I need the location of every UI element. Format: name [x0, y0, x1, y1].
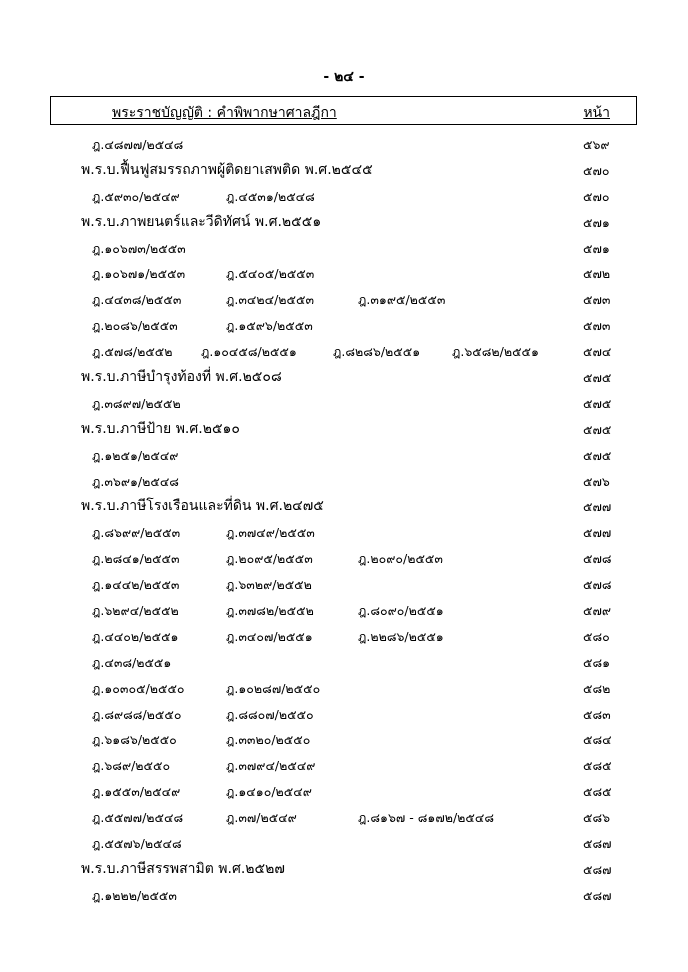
act-title: พ.ร.บ.ภาษีป้าย พ.ศ.๒๕๑๐ — [81, 420, 240, 437]
act-title: พ.ร.บ.ภาษีสรรพสามิต พ.ศ.๒๕๒๗ — [81, 860, 285, 877]
act-title: พ.ร.บ.ภาพยนตร์และวีดิทัศน์ พ.ศ.๒๕๕๑ — [81, 213, 322, 230]
case-row — [0, 546, 688, 572]
case-row — [0, 313, 688, 339]
case-reference: ฎ.๑๔๔๒/๒๕๕๓ — [92, 577, 180, 593]
case-reference: ฎ.๒๐๙๕/๒๕๕๓ — [226, 551, 313, 567]
page-reference: ๕๗๘ — [583, 551, 612, 567]
act-title: พ.ร.บ.ฟื้นฟูสมรรถภาพผู้ติดยาเสพติด พ.ศ.๒๕๔๕ — [81, 161, 373, 178]
case-reference: ฎ.๕๔๐๕/๒๕๕๓ — [226, 266, 315, 282]
header-title: พระราชบัญญัติ : คำพิพากษาศาลฎีกา — [112, 105, 337, 121]
page-reference: ๕๘๗ — [583, 887, 612, 903]
case-row — [0, 650, 688, 676]
page-reference: ๕๗๒ — [583, 266, 611, 282]
header-page-label: หน้า — [583, 105, 610, 121]
case-row — [0, 261, 688, 287]
case-reference: ฎ.๖๒๙๔/๒๕๕๒ — [92, 603, 179, 619]
page-reference: ๕๘๗ — [583, 861, 612, 877]
case-reference: ฎ.๒๐๘๖/๒๕๕๓ — [92, 318, 178, 334]
page-reference: ๕๖๙ — [583, 137, 610, 152]
page-reference: ๕๗๖ — [583, 473, 610, 489]
case-row — [0, 598, 688, 624]
act-heading-row — [0, 417, 688, 443]
case-row — [0, 624, 688, 650]
case-row — [0, 831, 688, 857]
case-reference: ฎ.๑๐๒๘๗/๒๕๕๐ — [226, 680, 321, 696]
page-reference: ๕๗๓ — [583, 318, 611, 334]
case-reference: ฎ.๑๒๒๒/๒๕๕๓ — [92, 887, 177, 903]
case-reference: ฎ.๑๐๖๗๑/๒๕๕๓ — [92, 266, 186, 282]
case-row — [0, 779, 688, 805]
case-reference: ฎ.๘๖๙๙/๒๕๕๓ — [92, 525, 181, 541]
case-reference: ฎ.๔๔๓๘/๒๕๕๓ — [92, 292, 182, 308]
case-row — [0, 883, 688, 909]
page-reference: ๕๗๐ — [583, 188, 610, 204]
case-row — [0, 236, 688, 262]
case-reference: ฎ.๕๙๓๐/๒๕๔๙ — [92, 188, 180, 204]
case-reference: ฎ.๔๔๐๒/๒๕๕๑ — [92, 628, 179, 644]
page-reference: ๕๘๕ — [583, 758, 612, 774]
case-reference: ฎ.๖๘๙/๒๕๕๐ — [92, 758, 171, 774]
case-row — [0, 391, 688, 417]
page-reference: ๕๗๑ — [583, 214, 610, 230]
case-row — [0, 520, 688, 546]
case-reference: ฎ.๕๕๗๗/๒๕๔๘ — [92, 810, 184, 826]
page-reference: ๕๗๕ — [583, 395, 612, 411]
page-reference: ๕๗๓ — [583, 292, 611, 308]
case-reference: ฎ.๑๒๕๑/๒๕๔๙ — [92, 447, 179, 463]
page-reference: ๕๗๕ — [583, 447, 612, 463]
case-reference: ฎ.๑๐๔๕๘/๒๕๕๑ — [201, 344, 297, 360]
case-reference: ฎ.๓๔๒๔/๒๕๕๓ — [226, 292, 314, 308]
case-row — [0, 469, 688, 495]
case-reference: ฎ.๓๔๐๗/๒๕๕๑ — [226, 628, 313, 644]
case-row — [0, 287, 688, 313]
case-reference: ฎ.๓๗/๒๕๔๙ — [226, 810, 297, 826]
page-number: - ๒๔ - — [323, 69, 365, 85]
case-reference: ฎ.๖๕๘๒/๒๕๕๑ — [452, 344, 539, 360]
act-title: พ.ร.บ.ภาษีบำรุงท้องที่ พ.ศ.๒๕๐๘ — [81, 369, 282, 386]
page-reference: ๕๘๖ — [583, 810, 611, 826]
case-reference: ฎ.๓๖๙๑/๒๕๔๘ — [92, 473, 179, 489]
page-reference: ๕๗๕ — [583, 421, 612, 437]
index-list — [0, 132, 688, 909]
case-reference: ฎ.๖๑๘๖/๒๕๕๐ — [92, 732, 177, 748]
case-reference: ฎ.๘๑๖๗ - ๘๑๗๒/๒๕๔๘ — [358, 810, 494, 826]
act-heading-row — [0, 857, 688, 883]
case-row — [0, 753, 688, 779]
case-row — [0, 339, 688, 365]
case-reference: ฎ.๑๕๙๖/๒๕๕๓ — [226, 318, 313, 334]
case-reference: ฎ.๕๕๗๖/๒๕๔๘ — [92, 836, 182, 852]
act-heading-row — [0, 158, 688, 184]
act-heading-row — [0, 494, 688, 520]
case-reference: ฎ.๘๐๙๐/๒๕๕๑ — [358, 603, 444, 619]
case-reference: ฎ.๑๐๖๗๓/๒๕๕๓ — [92, 240, 186, 256]
case-row — [0, 727, 688, 753]
case-reference: ฎ.๓๗๔๙/๒๕๕๓ — [226, 525, 315, 541]
page-reference: ๕๗๔ — [583, 344, 612, 360]
page-reference: ๕๘๑ — [583, 654, 611, 670]
act-heading-row — [0, 210, 688, 236]
case-reference: ฎ.๓๓๒๐/๒๕๕๐ — [226, 732, 311, 748]
case-reference: ฎ.๑๕๕๓/๒๕๔๙ — [92, 784, 181, 800]
case-row — [0, 676, 688, 702]
page-reference: ๕๗๙ — [583, 603, 612, 619]
case-reference: ฎ.๓๗๘๒/๒๕๕๒ — [226, 603, 314, 619]
case-row — [0, 443, 688, 469]
case-row — [0, 805, 688, 831]
page-reference: ๕๘๗ — [583, 836, 612, 852]
page-reference: ๕๗๐ — [583, 162, 610, 178]
case-reference: ฎ.๑๔๑๐/๒๕๔๙ — [226, 784, 312, 800]
case-reference: ฎ.๓๑๙๕/๒๕๕๓ — [358, 292, 446, 308]
page-reference: ๕๘๐ — [583, 628, 610, 644]
page-reference: ๕๗๘ — [583, 577, 612, 593]
act-heading-row — [0, 365, 688, 391]
case-reference: ฎ.๓๘๙๗/๒๕๕๒ — [92, 395, 181, 411]
page-reference: ๕๗๗ — [583, 525, 612, 541]
case-reference: ฎ.๘๒๘๖/๒๕๕๑ — [333, 344, 421, 360]
case-reference: ฎ.๔๓๘/๒๕๕๑ — [92, 654, 172, 670]
case-row — [0, 572, 688, 598]
case-reference: ฎ.๕๗๘/๒๕๕๒ — [92, 344, 173, 360]
page-reference: ๕๘๒ — [583, 680, 611, 696]
case-reference: ฎ.๔๕๓๑/๒๕๔๘ — [226, 188, 315, 204]
page-reference: ๕๗๗ — [583, 499, 612, 515]
case-reference: ฎ.๓๗๙๔/๒๕๔๙ — [226, 758, 316, 774]
page-reference: ๕๗๑ — [583, 240, 610, 256]
act-title: พ.ร.บ.ภาษีโรงเรือนและที่ดิน พ.ศ.๒๔๗๕ — [81, 498, 324, 515]
case-reference: ฎ.๒๒๘๖/๒๕๕๑ — [358, 628, 444, 644]
case-reference: ฎ.๘๘๐๗/๒๕๕๐ — [226, 706, 314, 722]
case-reference: ฎ.๑๐๓๐๕/๒๕๕๐ — [92, 680, 185, 696]
case-row — [0, 184, 688, 210]
page-reference: ๕๘๓ — [583, 706, 611, 722]
case-row — [0, 132, 688, 158]
case-reference: ฎ.๒๘๔๑/๒๕๕๓ — [92, 551, 180, 567]
case-reference: ฎ.๔๘๗๗/๒๕๔๘ — [92, 137, 184, 152]
page-reference: ๕๘๕ — [583, 784, 612, 800]
case-reference: ฎ.๒๐๙๐/๒๕๕๓ — [358, 551, 443, 567]
case-reference: ฎ.๖๓๒๙/๒๕๕๒ — [226, 577, 312, 593]
index-header — [50, 96, 637, 125]
case-row — [0, 702, 688, 728]
case-reference: ฎ.๘๙๘๘/๒๕๕๐ — [92, 706, 182, 722]
page-reference: ๕๘๔ — [583, 732, 612, 748]
page-reference: ๕๗๕ — [583, 370, 612, 386]
